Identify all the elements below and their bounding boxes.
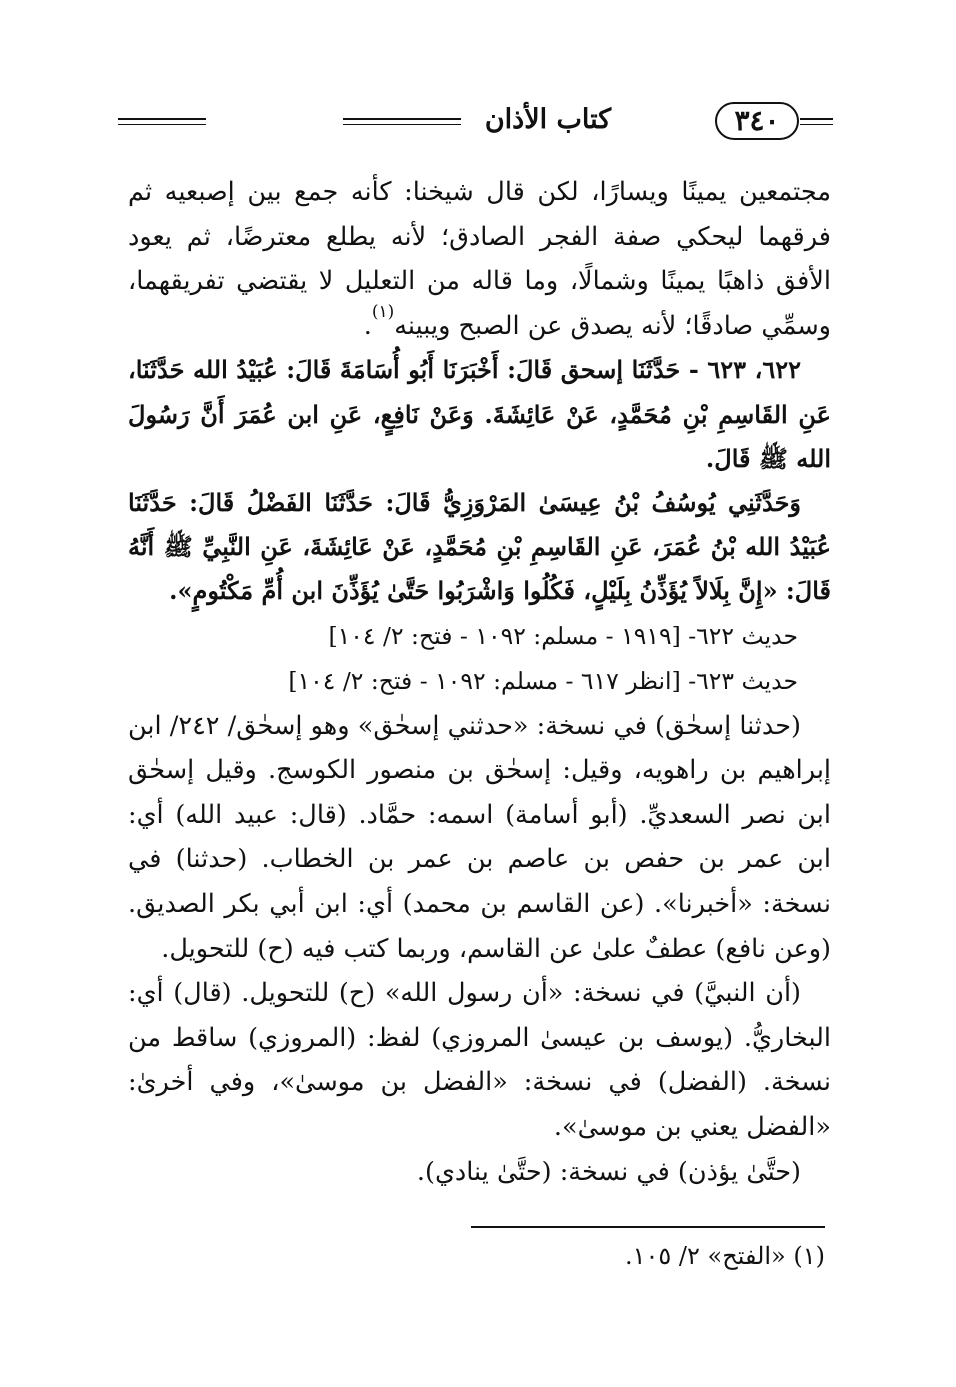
hadith-622-623: ٦٢٢، ٦٢٣ - حَدَّثَنَا إسحق قَالَ: أَخْبَرَنَا أَبُو أُسَامَةَ قَالَ: عُبَيْدُ الله حَدَّثَنَا، عَنِ القَاسِمِ بْنِ مُحَمَّدٍ، عَنْ عَائِشَةَ. وَعَنْ نَافِعٍ، عَنِ ابن عُمَرَ أَنَّ رَسُولَ الله ﷺ قَالَ.: [128, 355, 831, 473]
body-text: [128, 170, 831, 1194]
commentary-chain: (حدثنا إسحٰق) في نسخة: «حدثني إسحٰق» وهو إسحٰق/ ٢٤٢/ ابن إبراهيم بن راهويه، وقيل: إسحٰق بن منصور الكوسج. وقيل إسحٰق ابن نصر السعديِّ. (أبو أسامة) اسمه: حمَّاد. (قال: عبيد الله) أي: ابن عمر بن حفص بن عاصم بن عمر بن الخطاب. (حدثنا) في نسخة: «أخبرنا». (عن القاسم بن محمد) أي: ابن أبي بكر الصديق. (وعن نافع) عطفٌ علىٰ عن القاسم، وربما كتب فيه (ح) للتحويل.: [128, 710, 831, 964]
header-rule-left: [118, 118, 206, 120]
footnote: (١) «الفتح» ٢/ ١٠٥.: [624, 1242, 825, 1270]
footnote-separator: [471, 1226, 825, 1228]
header-rule-right-thin: [800, 124, 833, 125]
header-rule-middle-thin: [343, 124, 461, 125]
hadith-623-reference: حديث ٦٢٣- [انظر ٦١٧ - مسلم: ١٠٩٢ - فتح: ٢/ ١٠٤]: [288, 666, 798, 695]
hadith-622-reference: حديث ٦٢٢- [١٩١٩ - مسلم: ١٠٩٢ - فتح: ٢/ ١٠٤]: [328, 621, 798, 650]
header-rule-middle: [343, 118, 461, 120]
page-number: ٣٤٠: [715, 102, 799, 140]
footnote-marker: (١): [371, 301, 395, 322]
paragraph-text: مجتمعين يمينًا ويسارًا، لكن قال شيخنا: كأنه جمع بين إصبعيه ثم فرقهما ليحكي صفة الفجر الصادق؛ لأنه يطلع معترضًا، ثم يعود الأفق ذاهبًا يمينًا وشمالًا، وما قاله من التعليل لا يقتضي تفريقهما، وسمِّي صادقًا؛ لأنه يصدق عن الصبح ويبينه: [128, 177, 831, 341]
hadith-second-chain: وَحَدَّثَنِي يُوسُفُ بْنُ عِيسَىٰ المَرْوَزِيُّ قَالَ: حَدَّثَنَا الفَضْلُ قَالَ: حَدَّثَنَا عُبَيْدُ الله بْنُ عُمَرَ، عَنِ القَاسِمِ بْنِ مُحَمَّدٍ، عَنْ عَائِشَةَ، عَنِ النَّبِيِّ ﷺ أَنَّهُ قَالَ: «إِنَّ بِلَالاً يُؤَذِّنُ بِلَيْلٍ، فَكُلُوا وَاشْرَبُوا حَتَّىٰ يُؤَذِّنَ ابن أُمِّ مَكْتُومٍ».: [128, 487, 831, 606]
commentary-wording: (أن النبيَّ) في نسخة: «أن رسول الله» (ح) للتحويل. (قال) أي: البخاريُّ. (يوسف بن عيسىٰ المروزي) لفظ: (المروزي) ساقط من نسخة. (الفضل) في نسخة: «الفضل بن موسىٰ»، وفي أخرىٰ: «الفضل يعني بن موسىٰ».: [128, 978, 831, 1142]
header-rule-right: [800, 118, 833, 120]
paragraph-opening: [128, 170, 831, 348]
header-rule-left-thin: [118, 124, 206, 125]
commentary-variant: (حتَّىٰ يؤذن) في نسخة: (حتَّىٰ ينادي).: [416, 1156, 801, 1187]
page-header: [118, 100, 833, 148]
paragraph-end: .: [363, 310, 372, 341]
book-title: كتاب الأذان: [484, 104, 612, 135]
